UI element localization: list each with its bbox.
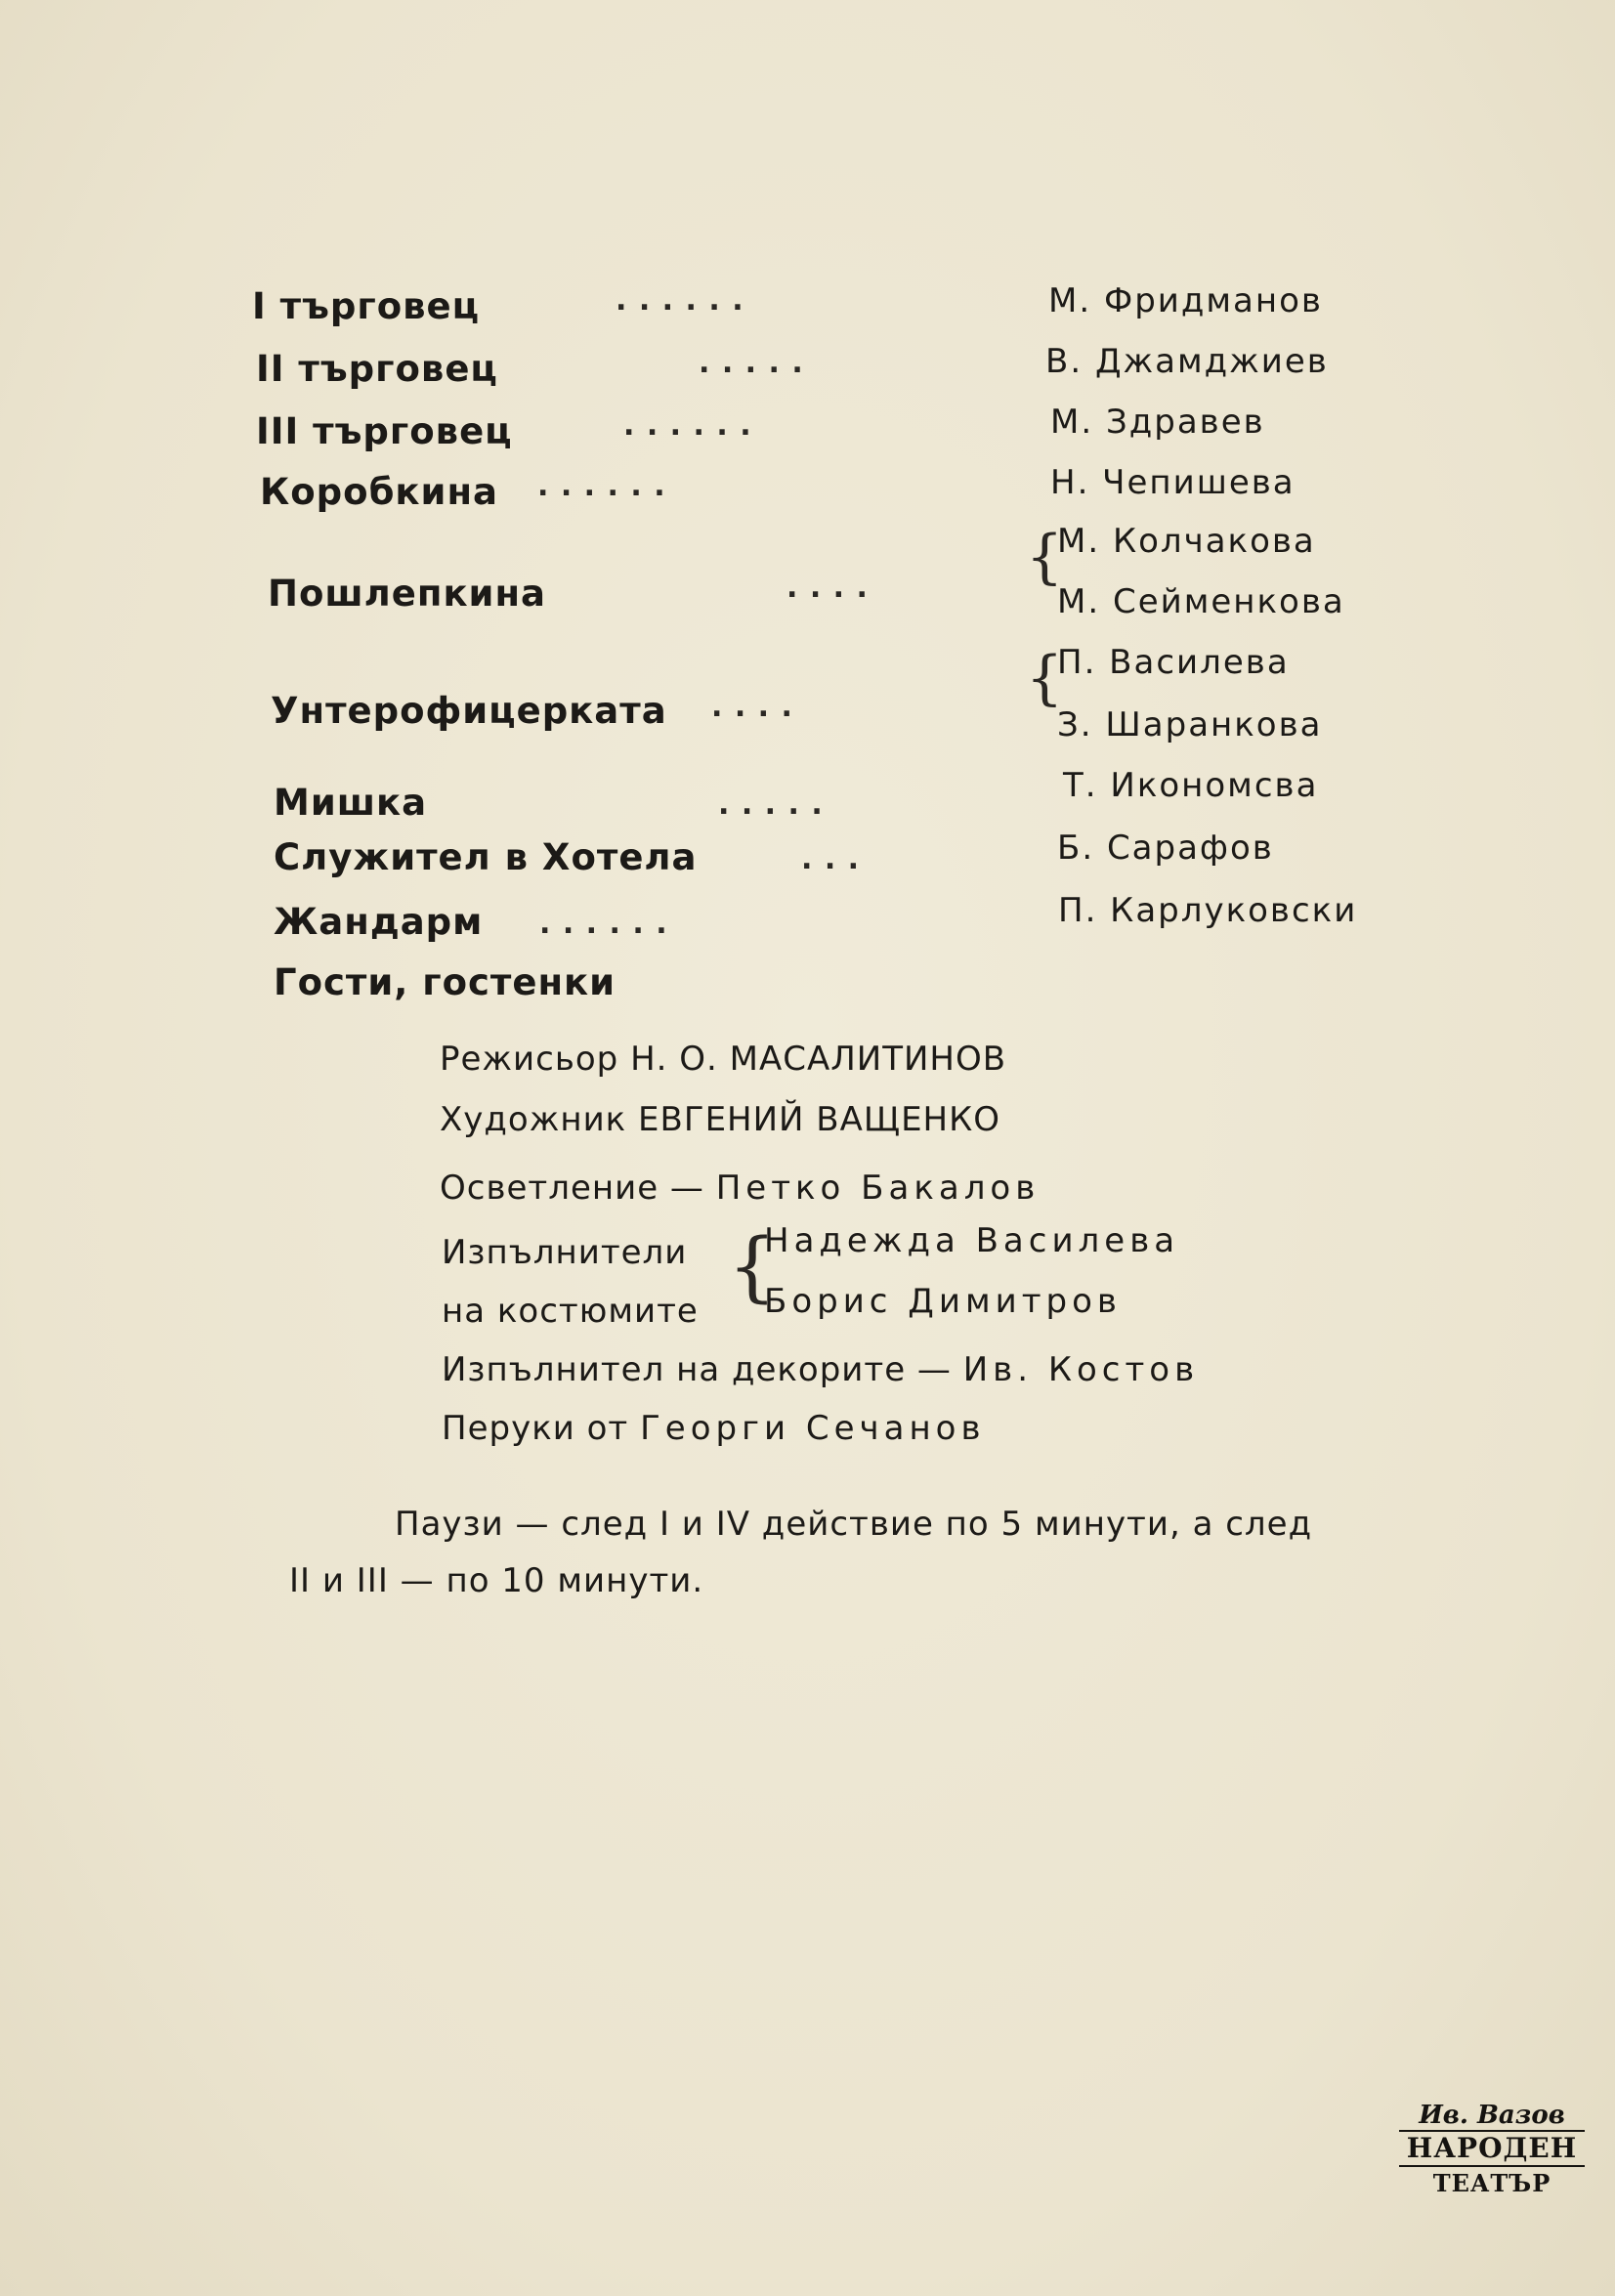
actor-name: П. Василева	[1057, 643, 1290, 682]
role-label: Гости, гостенки	[274, 961, 616, 1003]
wigs-label: Перуки от	[442, 1409, 629, 1448]
national-theatre-logo	[1399, 2101, 1585, 2208]
costume-maker-name: Борис Димитров	[764, 1282, 1122, 1321]
leader-dots: . . . . . .	[537, 469, 666, 503]
artist-name: ЕВГЕНИЙ ВАЩЕНКО	[638, 1100, 1001, 1139]
role-label: Пошлепкина	[268, 573, 547, 615]
lighting-name: Петко Бакалов	[715, 1169, 1041, 1208]
brace: {	[1026, 523, 1064, 591]
leader-dots: . . . . .	[718, 787, 824, 822]
logo-signature: Ив. Вазов	[1419, 2101, 1565, 2130]
leader-dots: . . . .	[786, 571, 869, 605]
director-label: Режисьор	[440, 1040, 619, 1079]
logo-line-2: ТЕАТЪР	[1399, 2165, 1585, 2200]
leader-dots: . . . . .	[699, 346, 804, 380]
actor-name: В. Джамджиев	[1045, 342, 1329, 381]
role-label: Мишка	[274, 782, 428, 824]
role-label: I търговец	[252, 285, 481, 327]
role-label: Жандарм	[274, 901, 484, 943]
actor-name: З. Шаранкова	[1057, 705, 1323, 744]
role-label: Унтерофицерката	[271, 690, 667, 732]
actor-name: Т. Икономсва	[1063, 766, 1319, 805]
actor-name: Н. Чепишева	[1050, 463, 1296, 502]
leader-dots: . . . . . .	[539, 907, 668, 941]
logo-line-1: НАРОДЕН	[1399, 2130, 1585, 2165]
brace: {	[728, 1223, 777, 1311]
director-name: Н. О. МАСАЛИТИНОВ	[630, 1040, 1007, 1079]
role-label: Служител в Хотела	[274, 836, 698, 878]
actor-name: М. Здравев	[1050, 403, 1265, 442]
costume-maker-name: Надежда Василева	[764, 1221, 1180, 1260]
brace: {	[1026, 644, 1064, 712]
role-label: III търговец	[256, 410, 513, 452]
lighting-label: Осветление —	[440, 1169, 704, 1208]
wigs-line	[442, 1409, 986, 1448]
artist-line	[440, 1100, 1000, 1139]
leader-dots: . . . . . .	[623, 408, 752, 443]
intermission-note-line-1: Паузи — след I и IV действие по 5 минути, а след	[395, 1505, 1313, 1544]
wigs-name: Георги Сечанов	[640, 1409, 986, 1448]
actor-name: М. Колчакова	[1057, 522, 1316, 561]
leader-dots: . . . .	[711, 690, 793, 724]
actor-name: М. Сейменкова	[1057, 582, 1345, 621]
costumes-label-1: Изпълнители	[442, 1233, 688, 1272]
role-label: II търговец	[256, 348, 498, 390]
artist-label: Художник	[440, 1100, 627, 1139]
role-label: Коробкина	[260, 471, 498, 513]
intermission-note-line-2: II и III — по 10 минути.	[289, 1561, 704, 1600]
actor-name: П. Карлуковски	[1058, 891, 1358, 930]
director-line	[440, 1040, 1006, 1079]
leader-dots: . . .	[801, 842, 861, 876]
lighting-line	[440, 1169, 1040, 1208]
decor-name: Ив. Костов	[962, 1350, 1200, 1389]
decor-label: Изпълнител на декорите —	[442, 1350, 952, 1389]
leader-dots: . . . . . .	[616, 283, 744, 318]
decor-line	[442, 1350, 1199, 1389]
actor-name: Б. Сарафов	[1057, 829, 1274, 868]
costumes-label-2: на костюмите	[442, 1292, 699, 1331]
actor-name: М. Фридманов	[1048, 281, 1323, 320]
